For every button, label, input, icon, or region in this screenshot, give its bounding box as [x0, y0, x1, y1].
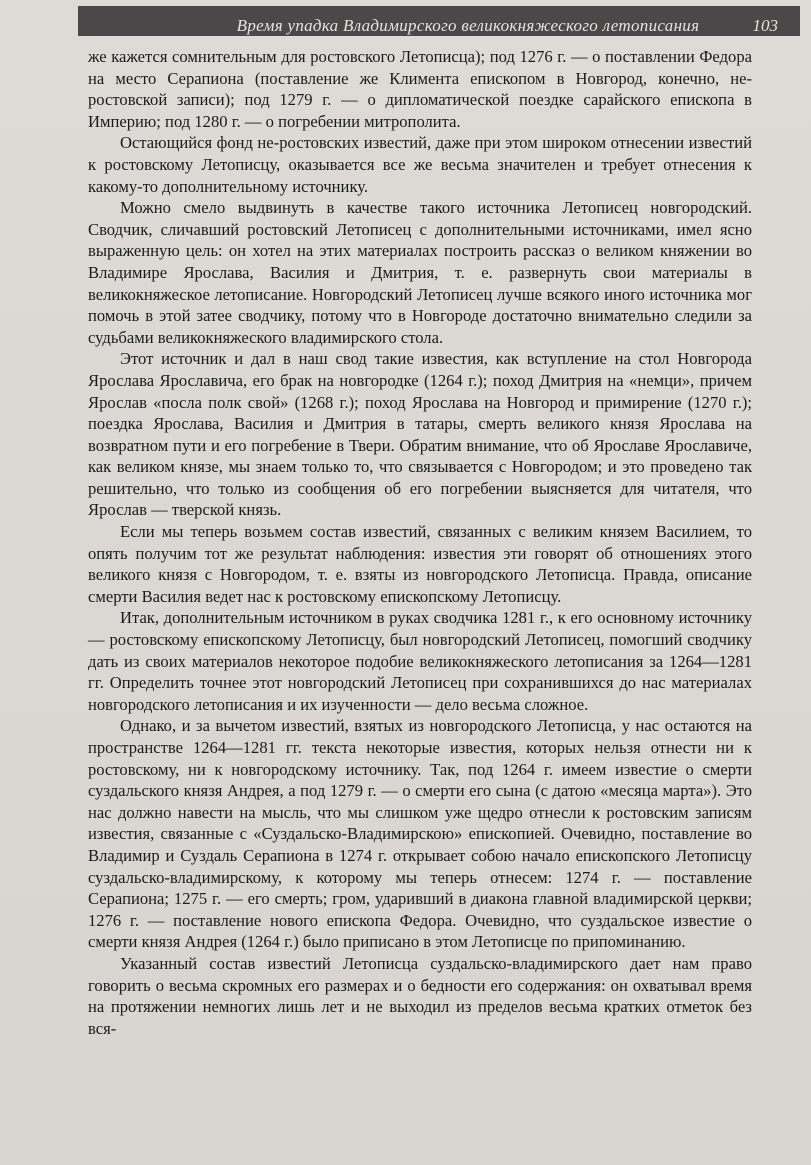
running-header: [78, 6, 800, 36]
paragraph: Этот источник и дал в наш свод такие известия, как вступление на стол Новгорода Ярослава Ярославича, его брак на новгородке (1264 г.); поход Дмитрия на «немци», причем Ярослав «посла полк свой» (1268 г.); поход Ярослава на Новгород и примирение (1270 г.); поездка Ярослава, Василия и Дмитрия в татары, смерть великого князя Ярослава на возвратном пути и его погребение в Твери. Обратим внимание, что об Ярославе Ярославиче, как великом князе, мы знаем только то, что связывается с Новгородом; и это проведено так решительно, что только из сообщения об его погребении выясняется для читателя, что Ярослав — тверской князь.: [88, 349, 752, 520]
paragraph: Указанный состав известий Летописца суздальско-владимирского дает нам право говорить о весьма скромных его размерах и о бедности его содержания: он охватывал время на протяжении немногих лишь лет и не выходил из пределов весьма кратких отметок без вся-: [88, 953, 752, 1038]
paragraph: Однако, и за вычетом известий, взятых из новгородского Летописца, у нас остаются на пространстве 1264—1281 гг. текста некоторые известия, которых нельзя отнести ни к ростовскому, ни к новгородскому источнику. Так, под 1264 г. имеем известие о смерти суздальского князя Андрея, а под 1279 г. — о смерти его сына (с датою «месяца марта»). Это нас должно навести на мысль, что мы слишком уже щедро отнесли к ростовским записям известия, связанные с «Суздальско-Владимирскою» епископией. Очевидно, поставление во Владимир и Суздаль Серапиона в 1274 г. открывает собою начало епископского Летописцу суздальско-владимирскому, к которому мы теперь отнесем: 1274 г. — поставление Серапиона; 1275 г. — его смерть; гром, ударивший в диакона главной владимирской церкви; 1276 г. — поставление нового епископа Федора. Очевидно, что суздальское известие о смерти князя Андрея (1264 г.) было приписано в этом Летописце по припоминанию.: [88, 716, 752, 952]
paragraph: Итак, дополнительным источником в руках сводчика 1281 г., к его основному источнику — ростовскому епископскому Летописцу, был новгородский Летописец, помогший сводчику дать из своих материалов некоторое подобие великокняжеского летописания за 1264—1281 гг. Определить точнее этот новгородский Летописец при сохранившихся до нас материалах новгородского летописания и их изученности — дело весьма сложное.: [88, 608, 752, 714]
running-head-title: Время упадка Владимирского великокняжеского летописания: [236, 16, 700, 35]
paragraph-continuation: же кажется сомнительным для ростовского Летописца); под 1276 г. — о поставлении Федора на место Серапиона (поставление же Климента епископом в Новгород, конечно, не-ростовской записи); под 1279 г. — о дипломатической поездке сарайского епископа в Империю; под 1280 г. — о погребении митрополита.: [88, 47, 752, 131]
body-text: [88, 46, 752, 1039]
paragraph: Остающийся фонд не-ростовских известий, даже при этом широком отнесении известий к ростовскому Летописцу, оказывается все же весьма значителен и требует отнесения к какому-то дополнительному источнику.: [88, 133, 752, 196]
paragraph: Можно смело выдвинуть в качестве такого источника Летописец новгородский. Сводчик, сличавший ростовский Летописец с дополнительными источниками, имел ясно выраженную цель: он хотел на этих материалах построить рассказ о великом княжении во Владимире Ярослава, Василия и Дмитрия, т. е. развернуть свои материалы в великокняжеское летописание. Новгородский Летописец лучше всякого иного источника мог помочь в этой затее сводчику, потому что в Новгороде достаточно внимательно следили за судьбами великокняжеского владимирского стола.: [88, 198, 752, 347]
paragraph: Если мы теперь возьмем состав известий, связанных с великим князем Василием, то опять получим тот же результат наблюдения: известия эти говорят об отношениях этого великого князя с Новгородом, т. е. взяты из новгородского Летописца. Правда, описание смерти Василия ведет нас к ростовскому епископскому Летописцу.: [88, 522, 752, 606]
page-number: 103: [752, 16, 778, 35]
